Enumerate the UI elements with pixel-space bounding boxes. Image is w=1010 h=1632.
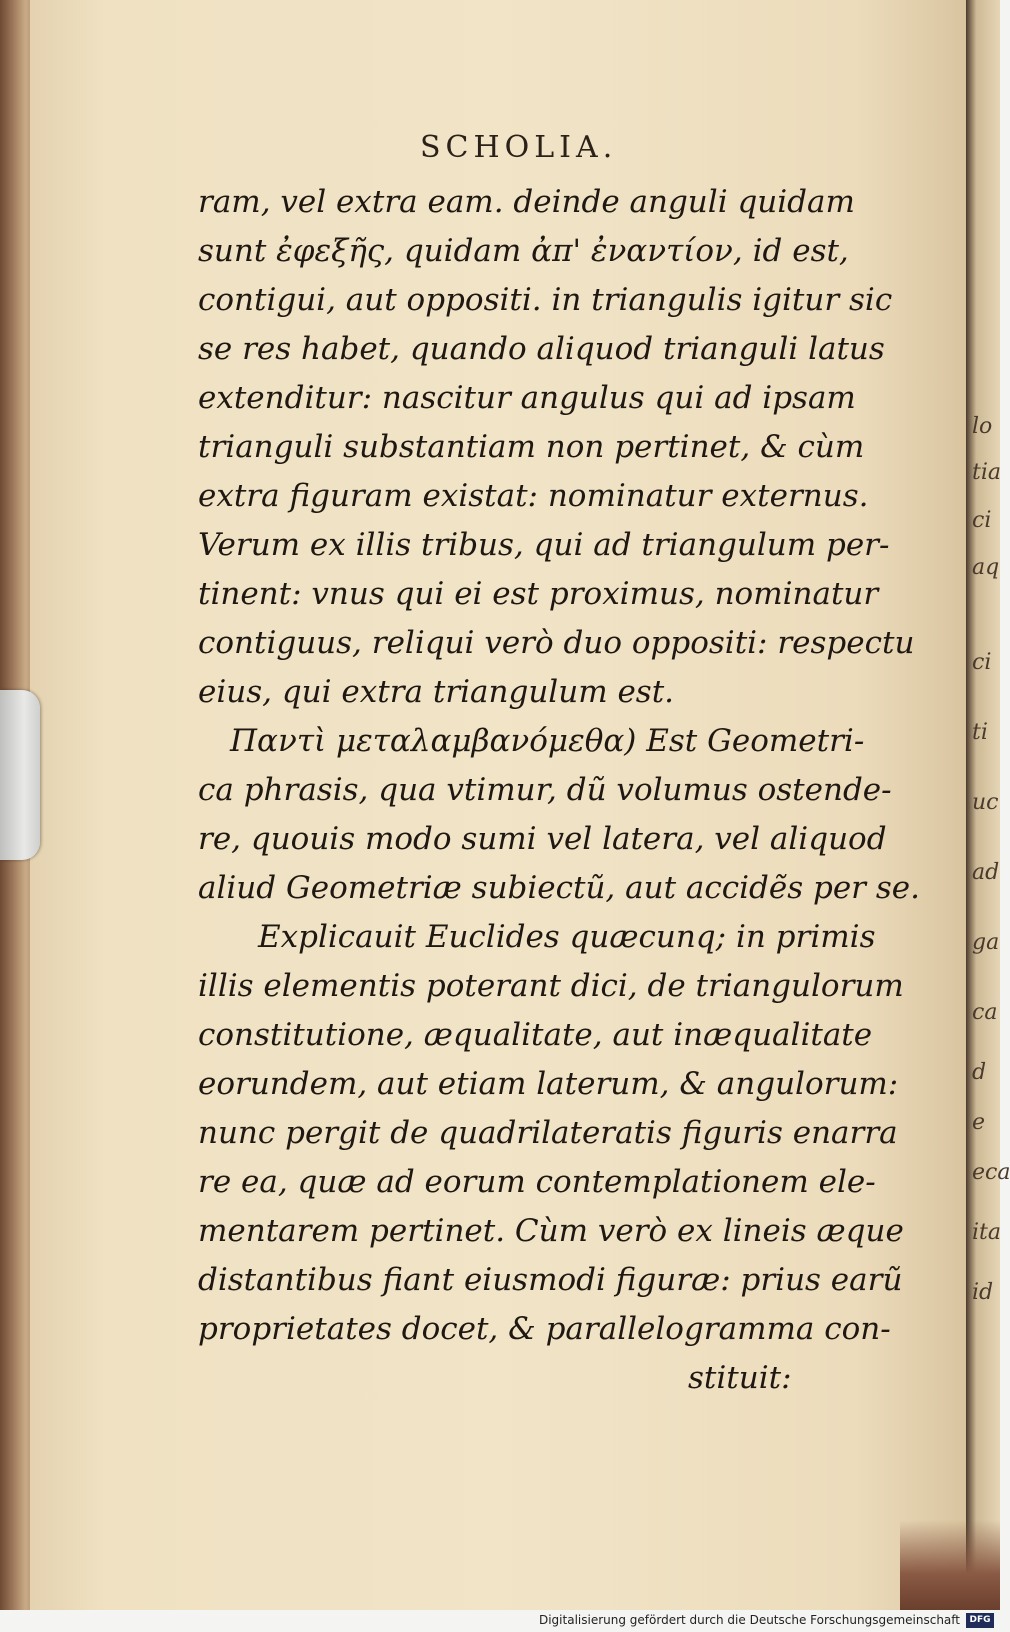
text-line: proprietates docet, & parallelogramma con- — [198, 1311, 891, 1347]
text-line: mentarem pertinet. Cùm verò ex lineis æque — [198, 1213, 904, 1249]
adjacent-fragment: ci — [972, 650, 992, 675]
text-line: distantibus fiant eiusmodi figuræ: prius earũ — [198, 1262, 903, 1298]
adjacent-fragment: ad — [972, 860, 1000, 885]
text-line: se res habet, quando aliquod trianguli latus — [198, 331, 885, 367]
text-line: eius, qui extra triangulum est. — [198, 674, 675, 710]
body-text — [198, 178, 920, 1403]
text-line: Παντὶ μεταλαμβανόμεθα) Est Geometri- — [230, 723, 865, 759]
text-line: tinent: vnus qui ei est proximus, nominatur — [198, 576, 879, 612]
adjacent-fragment: ti — [972, 720, 988, 745]
text-line: extenditur: nascitur angulus qui ad ipsam — [198, 380, 856, 416]
text-line: Explicauit Euclides quæcunq; in primis — [258, 919, 876, 955]
adjacent-fragment: lo — [972, 414, 993, 439]
text-line: constitutione, æqualitate, aut inæqualitate — [198, 1017, 873, 1053]
text-line: re, quouis modo sumi vel latera, vel aliquod — [198, 821, 887, 857]
footer-bar — [0, 1610, 1000, 1632]
text-line: aliud Geometriæ subiectũ, aut accidẽs per se. — [198, 870, 920, 906]
text-line: contigui, aut oppositi. in triangulis igitur sic — [198, 282, 893, 318]
text-line: nunc pergit de quadrilateratis figuris enarra — [198, 1115, 898, 1151]
adjacent-fragment: id — [972, 1280, 994, 1305]
text-line: contiguus, reliqui verò duo oppositi: respectu — [198, 625, 915, 661]
footer-credit: Digitalisierung gefördert durch die Deutsche Forschungsgemeinschaft — [538, 1613, 960, 1627]
adjacent-fragment: aq — [972, 555, 1000, 580]
text-line: trianguli substantiam non pertinet, & cùm — [198, 429, 865, 465]
text-line: Verum ex illis tribus, qui ad triangulum per- — [198, 527, 890, 563]
text-line: re ea, quæ ad eorum contemplationem ele- — [198, 1164, 876, 1200]
book-edge-bottom — [900, 1520, 1000, 1610]
adjacent-fragment: e — [972, 1110, 986, 1135]
adjacent-fragment: uc — [972, 790, 999, 815]
adjacent-page — [966, 0, 1010, 1610]
adjacent-fragment: ci — [972, 508, 992, 533]
text-line: illis elementis poterant dici, de triangulorum — [198, 968, 904, 1004]
page-clip — [0, 690, 40, 860]
text-line: eorundem, aut etiam laterum, & angulorum: — [198, 1066, 899, 1102]
running-header: SCHOLIA. — [420, 130, 618, 165]
adjacent-fragment: ca — [972, 1000, 998, 1025]
adjacent-fragment: ita — [972, 1220, 1001, 1245]
text-line: stituit: — [688, 1360, 792, 1396]
adjacent-fragment: d — [972, 1060, 987, 1085]
text-line: sunt ἐφεξῆς, quidam ἀπ' ἐναντίον, id est, — [198, 233, 849, 269]
text-line: ca phrasis, qua vtimur, dũ volumus ostende- — [198, 772, 892, 808]
adjacent-fragment: eca — [972, 1160, 1010, 1185]
adjacent-fragment: ga — [972, 930, 1000, 955]
adjacent-fragment: tia — [972, 460, 1001, 485]
text-line: extra figuram existat: nominatur externus. — [198, 478, 869, 514]
dfg-logo: DFG — [966, 1613, 994, 1628]
text-line: ram, vel extra eam. deinde anguli quidam — [198, 184, 855, 220]
